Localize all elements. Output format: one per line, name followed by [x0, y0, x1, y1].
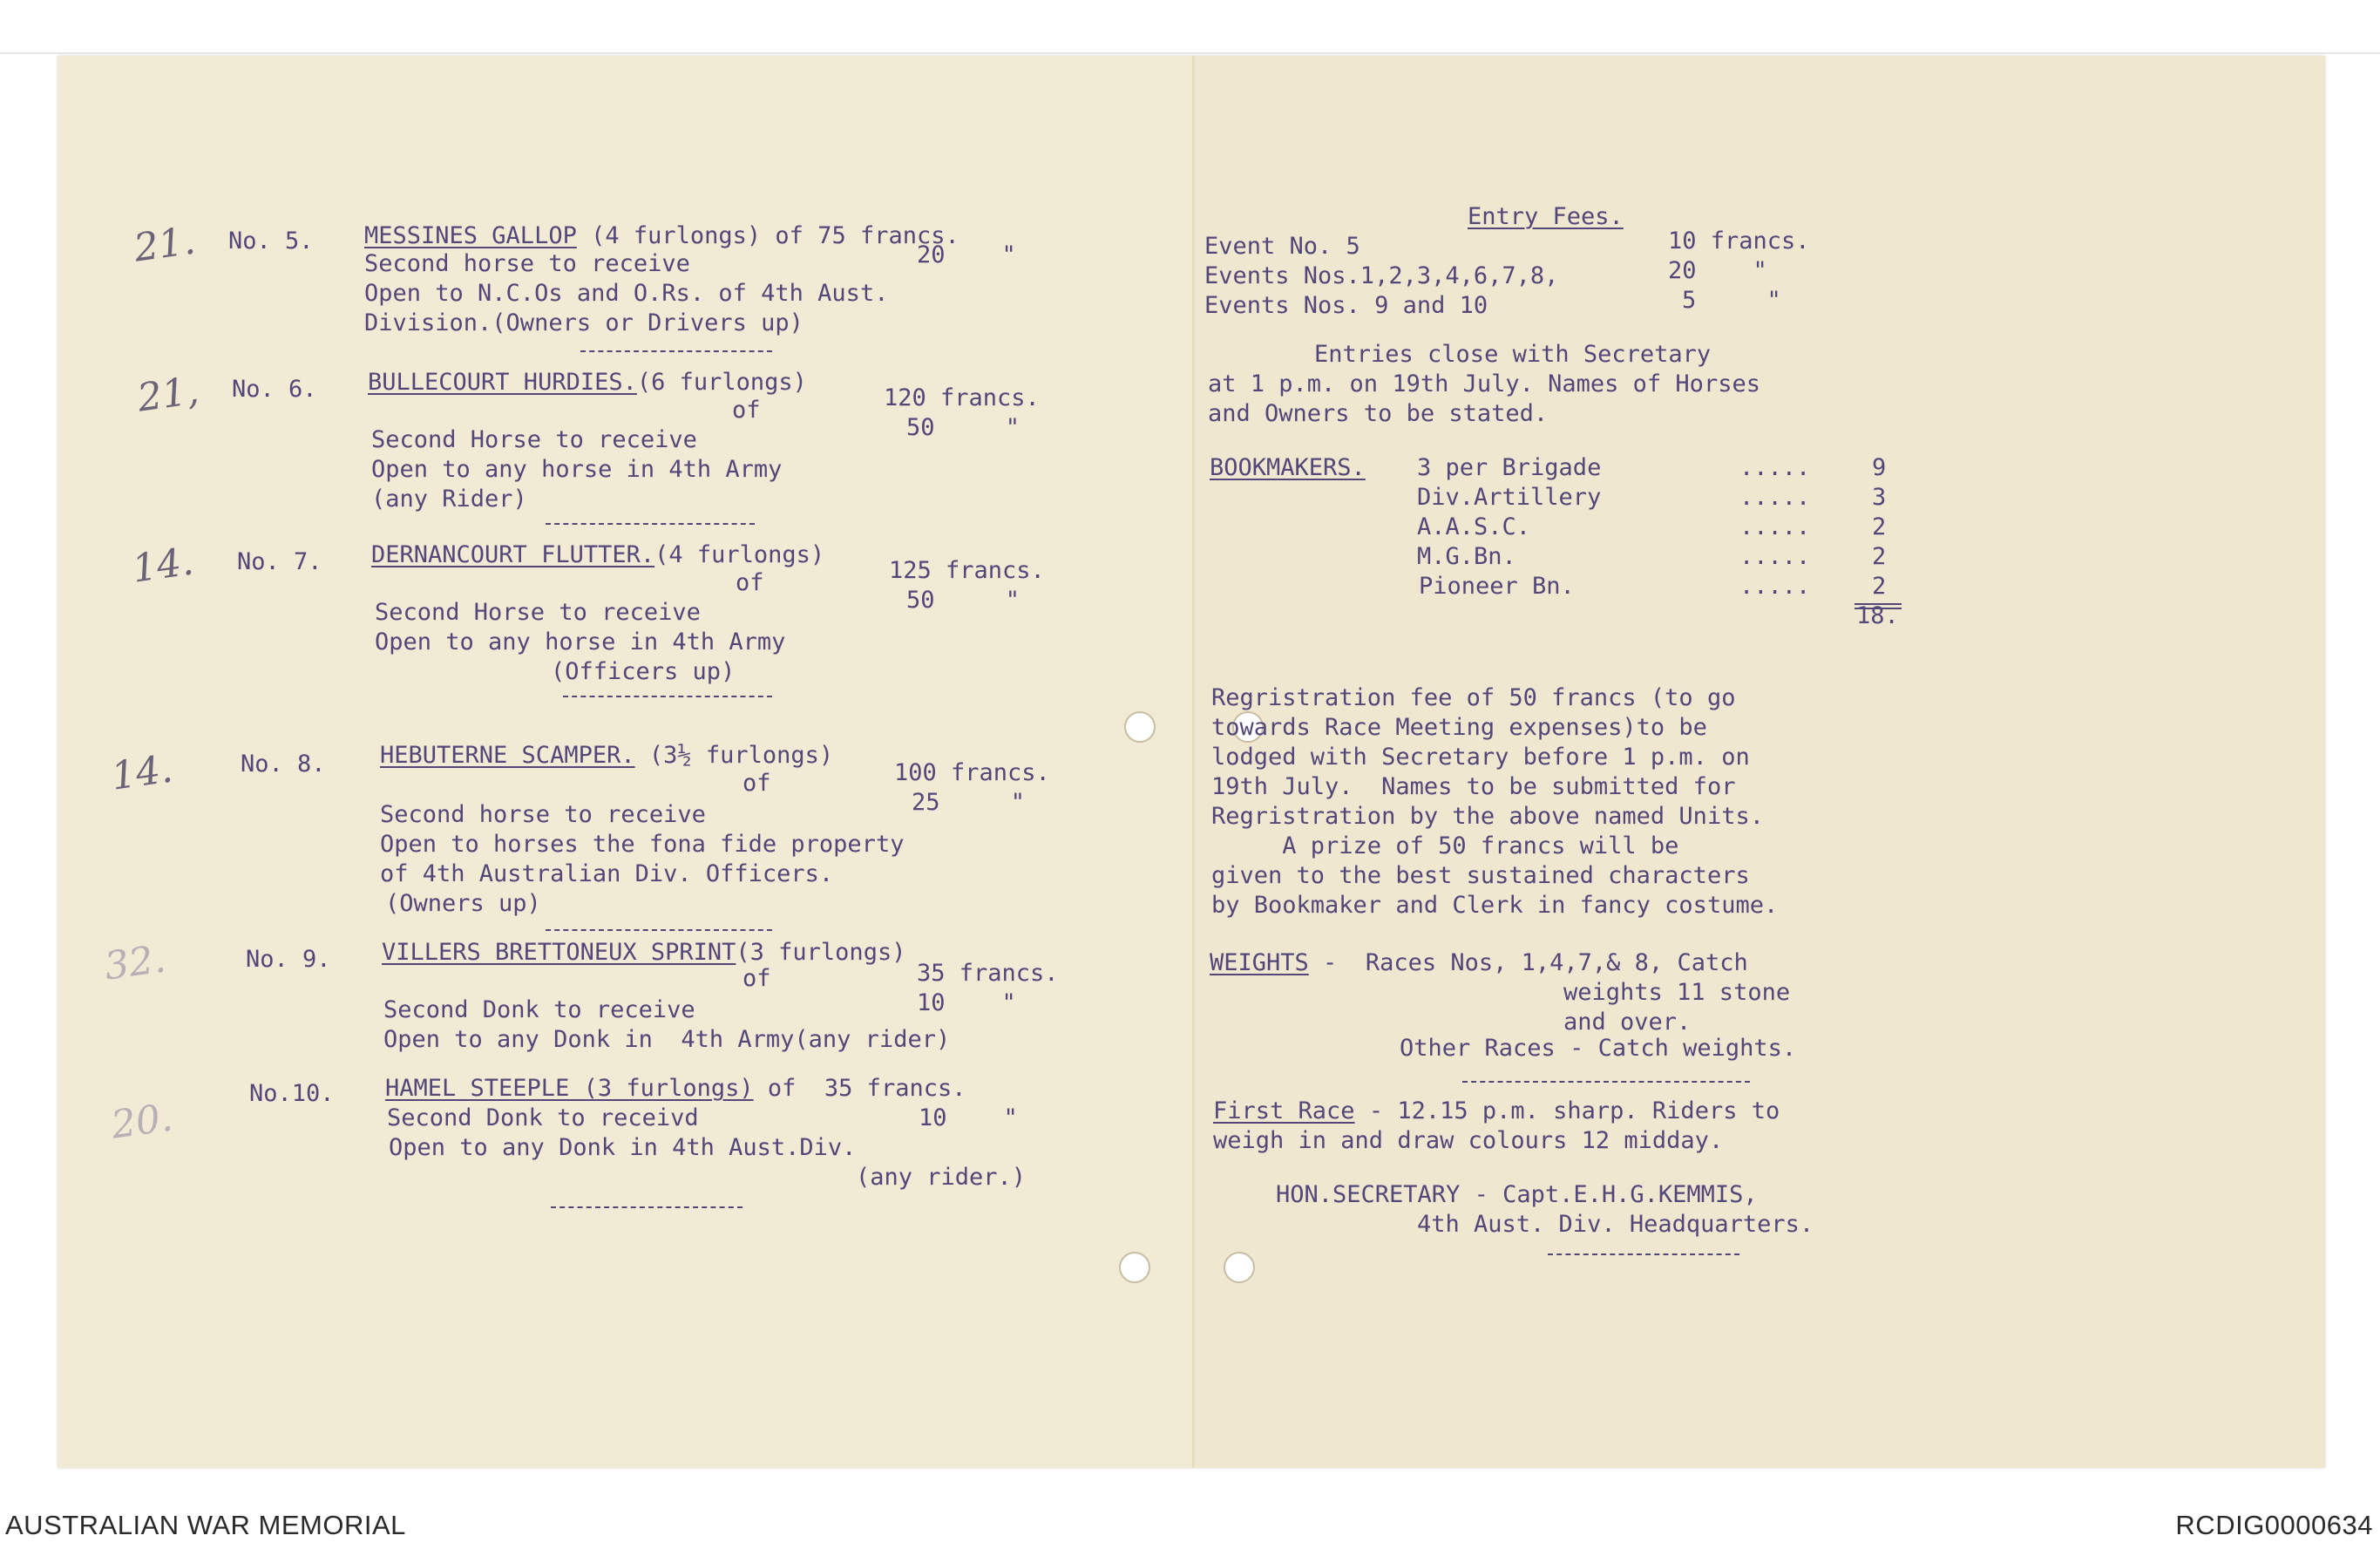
- secretary-address: 4th Aust. Div. Headquarters.: [1417, 1211, 1814, 1238]
- race-number: No. 6.: [232, 376, 317, 403]
- divider: [1462, 1081, 1750, 1083]
- bookmaker-count: 2: [1872, 573, 1887, 600]
- second-prize: 50 ": [906, 414, 1020, 441]
- race-heading: [368, 368, 807, 397]
- fee-amount: 10 francs.: [1668, 228, 1810, 255]
- first-prize: 35 francs.: [917, 960, 1059, 987]
- entry-fees-heading: Entry Fees.: [1468, 203, 1624, 230]
- of-label: of: [742, 965, 771, 992]
- registration-line: 19th July. Names to be submitted for: [1211, 773, 1736, 800]
- bookmaker-unit: Div.Artillery: [1417, 484, 1602, 511]
- left-page: [58, 56, 1190, 1468]
- second-prize: 10 ": [917, 989, 1016, 1016]
- race-number: No. 7.: [237, 548, 322, 575]
- second-prize: 25 ": [912, 789, 1026, 816]
- first-race-heading: First Race: [1213, 1097, 1355, 1124]
- secretary-name: HON.SECRETARY - Capt.E.H.G.KEMMIS,: [1276, 1181, 1758, 1208]
- race-detail: (Officers up): [551, 658, 736, 685]
- fee-amount: 20 ": [1668, 257, 1767, 284]
- race-detail: Second Horse to receive: [371, 426, 697, 453]
- race-detail: Second horse to receive: [364, 250, 690, 277]
- top-border-line: [0, 52, 2380, 54]
- race-title-suffix: (4 furlongs) of 75 francs.: [576, 222, 959, 249]
- race-title: HEBUTERNE SCAMPER.: [380, 742, 635, 769]
- entries-close-line: and Owners to be stated.: [1208, 400, 1549, 427]
- fee-label: Events Nos. 9 and 10: [1204, 292, 1488, 319]
- second-prize: 20 ": [917, 241, 1016, 268]
- race-number: No.10.: [249, 1080, 335, 1107]
- race-number: No. 8.: [241, 751, 326, 778]
- race-title-suffix: (3 furlongs): [736, 939, 906, 966]
- handwritten-mark: 14.: [108, 746, 176, 799]
- race-detail: Second Donk to receive: [383, 996, 695, 1023]
- race-detail: Second horse to receive: [380, 801, 706, 828]
- race-title-suffix: (6 furlongs): [636, 369, 807, 396]
- bookmaker-total: 18.: [1856, 602, 1899, 629]
- race-heading: [371, 540, 824, 570]
- registration-line: towards Race Meeting expenses)to be: [1211, 714, 1707, 741]
- race-detail: Second Horse to receive: [375, 599, 701, 626]
- divider: [563, 696, 772, 697]
- bookmaker-count: 3: [1872, 484, 1887, 511]
- handwritten-mark: 14.: [129, 539, 197, 592]
- bookmaker-dots: .....: [1739, 513, 1811, 540]
- document-sheet: [58, 56, 2325, 1468]
- divider: [551, 1206, 742, 1208]
- race-title-suffix: (3½ furlongs): [634, 742, 834, 769]
- bookmaker-dots: .....: [1739, 454, 1811, 481]
- registration-line: A prize of 50 francs will be: [1211, 832, 1679, 859]
- fee-label: Event No. 5: [1204, 233, 1360, 260]
- race-detail: Open to any horse in 4th Army: [371, 456, 783, 483]
- first-race-line: [1213, 1097, 1780, 1126]
- first-prize: 125 francs.: [889, 557, 1045, 584]
- race-heading: [385, 1074, 966, 1104]
- weights-races: Races Nos, 1,4,7,& 8, Catch: [1365, 949, 1748, 976]
- bookmaker-count: 9: [1872, 454, 1887, 481]
- race-heading: [382, 938, 905, 968]
- race-title-suffix: (4 furlongs): [654, 541, 825, 568]
- race-title: HAMEL STEEPLE (3 furlongs): [385, 1075, 754, 1102]
- registration-line: Regristration by the above named Units.: [1211, 803, 1764, 830]
- weights-heading: WEIGHTS: [1210, 949, 1309, 976]
- first-prize: 120 francs.: [884, 384, 1040, 411]
- handwritten-mark: 20.: [108, 1095, 176, 1148]
- divider: [546, 929, 772, 931]
- race-detail: Open to horses the fona fide property: [380, 831, 905, 858]
- race-detail: Open to any Donk in 4th Army(any rider): [383, 1026, 951, 1053]
- registration-line: by Bookmaker and Clerk in fancy costume.: [1211, 892, 1779, 919]
- weights-detail: and over.: [1563, 1009, 1692, 1036]
- race-title: DERNANCOURT FLUTTER.: [371, 541, 655, 568]
- bookmaker-dots: .....: [1739, 573, 1811, 600]
- registration-line: given to the best sustained characters: [1211, 862, 1750, 889]
- race-title: BULLECOURT HURDIES.: [368, 369, 637, 396]
- footer-credit: AUSTRALIAN WAR MEMORIAL: [5, 1510, 406, 1540]
- bookmaker-dots: .....: [1739, 484, 1811, 511]
- bookmaker-dots: .....: [1739, 543, 1811, 570]
- race-heading: [364, 221, 959, 251]
- registration-line: Regristration fee of 50 francs (to go: [1211, 684, 1736, 711]
- divider: [546, 523, 755, 525]
- bookmaker-count: 2: [1872, 513, 1887, 540]
- weights-line: [1210, 948, 1748, 978]
- race-title-suffix: of 35 francs.: [753, 1075, 966, 1102]
- divider: [1548, 1253, 1739, 1255]
- handwritten-mark: 32.: [101, 936, 169, 989]
- race-number: No. 9.: [246, 946, 331, 973]
- weights-detail: weights 11 stone: [1563, 979, 1791, 1006]
- of-label: of: [742, 770, 771, 797]
- fee-label: Events Nos.1,2,3,4,6,7,8,: [1204, 262, 1559, 289]
- weights-dash: -: [1308, 949, 1366, 976]
- fee-amount: 5 ": [1682, 287, 1781, 314]
- first-prize: 100 francs.: [894, 759, 1050, 786]
- bookmaker-unit: A.A.S.C.: [1417, 513, 1531, 540]
- second-prize: 10 ": [919, 1104, 1018, 1131]
- entries-close-line: at 1 p.m. on 19th July. Names of Horses: [1208, 370, 1760, 397]
- race-heading: [380, 741, 833, 771]
- race-detail: (any rider.): [856, 1164, 1027, 1191]
- first-race-time: - 12.15 p.m. sharp. Riders to: [1354, 1097, 1780, 1124]
- handwritten-mark: 21.: [131, 218, 199, 271]
- race-detail: Open to any horse in 4th Army: [375, 628, 786, 656]
- race-title: VILLERS BRETTONEUX SPRINT: [382, 939, 736, 966]
- race-detail: (Owners up): [385, 890, 541, 917]
- divider: [580, 350, 772, 352]
- bookmaker-count: 2: [1872, 543, 1887, 570]
- bookmakers-heading: BOOKMAKERS.: [1210, 454, 1366, 481]
- second-prize: 50 ": [906, 587, 1020, 614]
- bookmaker-unit: Pioneer Bn.: [1419, 573, 1575, 600]
- race-detail: Open to any Donk in 4th Aust.Div.: [389, 1134, 857, 1161]
- right-page: [1196, 56, 2325, 1468]
- weights-other: Other Races - Catch weights.: [1400, 1035, 1797, 1062]
- of-label: of: [736, 569, 764, 596]
- bookmaker-unit: 3 per Brigade: [1417, 454, 1602, 481]
- first-race-detail: weigh in and draw colours 12 midday.: [1213, 1127, 1724, 1154]
- race-detail: Division.(Owners or Drivers up): [364, 309, 804, 336]
- handwritten-mark: 21,: [134, 368, 202, 421]
- race-detail: of 4th Australian Div. Officers.: [380, 860, 834, 887]
- race-detail: Second Donk to receivd: [387, 1104, 699, 1131]
- of-label: of: [732, 397, 761, 424]
- registration-line: lodged with Secretary before 1 p.m. on: [1211, 744, 1750, 771]
- bookmaker-unit: M.G.Bn.: [1417, 543, 1516, 570]
- race-number: No. 5.: [228, 228, 314, 255]
- race-title: MESSINES GALLOP: [364, 222, 577, 249]
- footer-id: RCDIG0000634: [2175, 1510, 2373, 1540]
- race-detail: (any Rider): [371, 486, 527, 513]
- race-detail: Open to N.C.Os and O.Rs. of 4th Aust.: [364, 280, 889, 307]
- entries-close-line: Entries close with Secretary: [1314, 341, 1712, 368]
